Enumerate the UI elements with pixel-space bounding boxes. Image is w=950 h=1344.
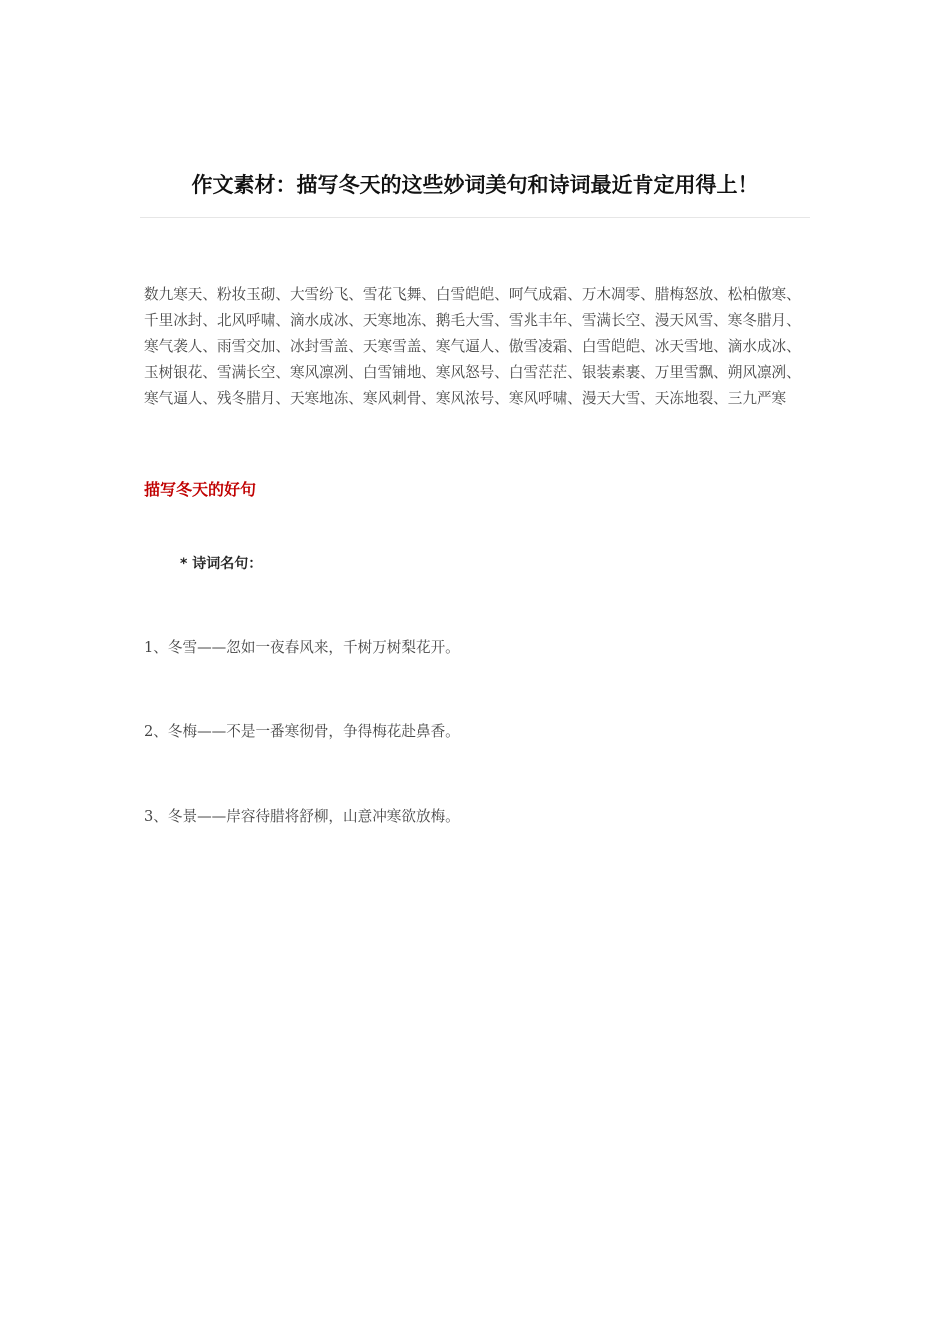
- poetry-subheading: * 诗词名句：: [180, 556, 263, 572]
- quote-item: 1、冬雪——忽如一夜春风来，千树万树梨花开。: [144, 639, 460, 656]
- page-title: 作文素材：描写冬天的这些妙词美句和诗词最近肯定用得上！: [191, 172, 759, 197]
- quote-item: 2、冬梅——不是一番寒彻骨，争得梅花赴鼻香。: [144, 723, 460, 740]
- vocabulary-paragraph: 数九寒天、粉妆玉砌、大雪纷飞、雪花飞舞、白雪皑皑、呵气成霜、万木凋零、腊梅怒放、松柏傲寒、千里冰封、北风呼啸、滴水成冰、天寒地冻、鹅毛大雪、雪兆丰年、雪满长空、漫天风雪、寒冬腊月、寒气袭人、雨雪交加、冰封雪盖、天寒雪盖、寒气逼人、傲雪凌霜、白雪皑皑、冰天雪地、滴水成冰、玉树银花、雪满长空、寒风凛冽、白雪铺地、寒风怒号、白雪茫茫、银装素裹、万里雪飘、朔风凛冽、寒气逼人、残冬腊月、天寒地冻、寒风刺骨、寒风浓号、寒风呼啸、漫天大雪、天冻地裂、三九严寒: [144, 286, 801, 407]
- section-heading: 描写冬天的好句: [144, 480, 257, 499]
- quote-item: 3、冬景——岸容待腊将舒柳，山意冲寒欲放梅。: [144, 808, 460, 825]
- title-divider: [140, 217, 810, 218]
